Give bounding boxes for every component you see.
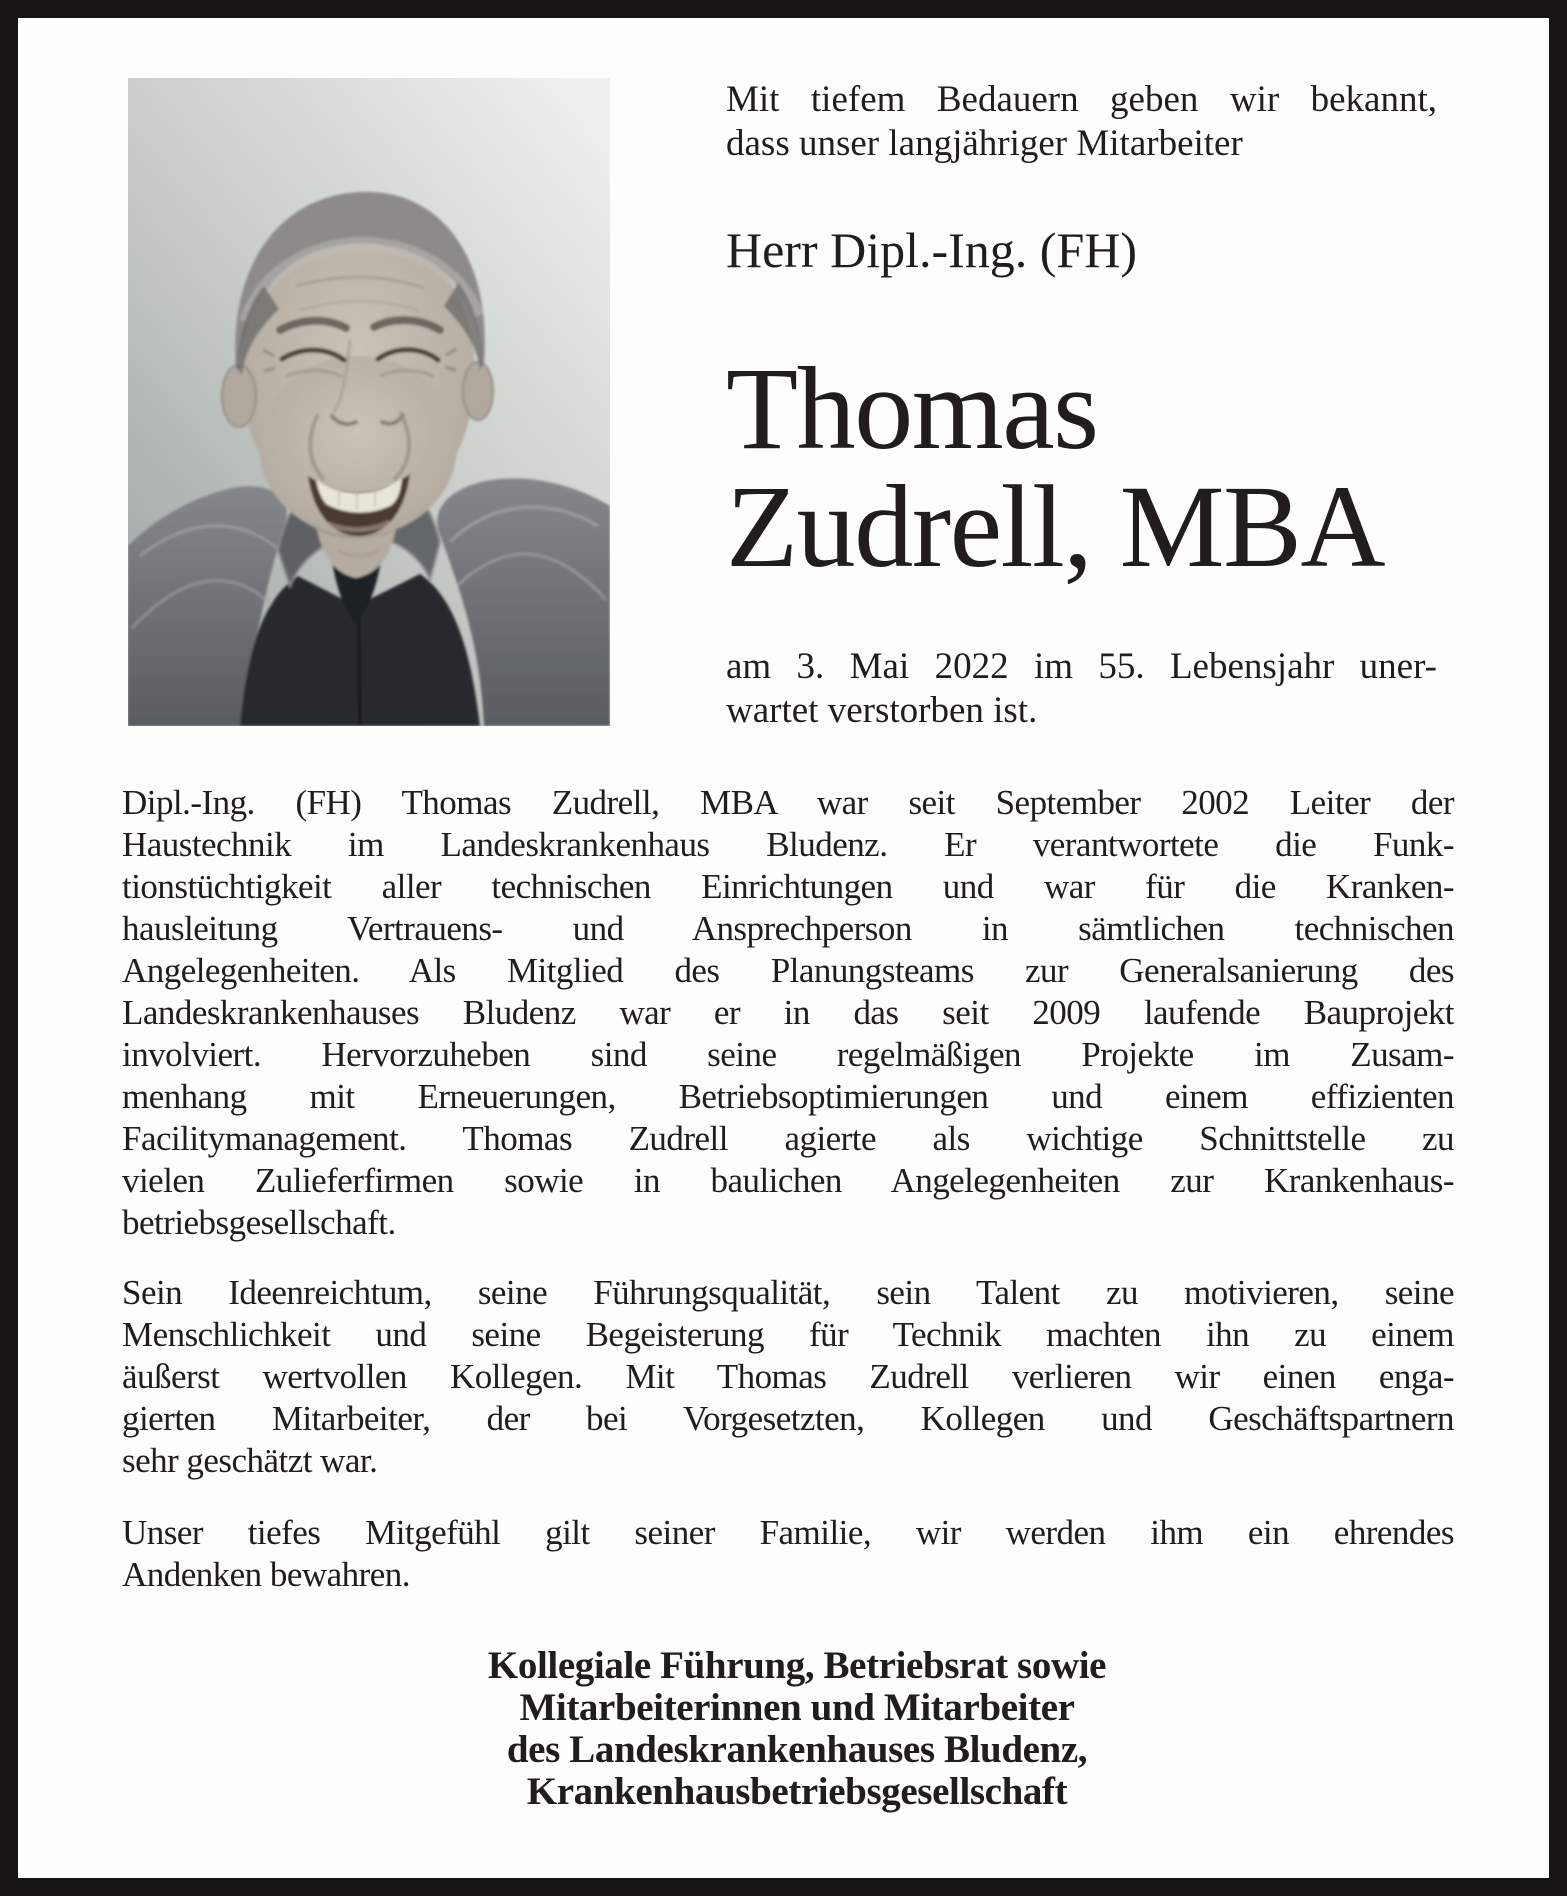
intro-line: Mit tiefem Bedauern geben wir bekannt,	[726, 79, 1437, 120]
body-line: tionstüchtigkeit aller technischen Einrichtungen und war für die Kranken-	[122, 867, 1454, 906]
body-paragraph-3	[122, 1512, 1454, 1596]
body-line: Angelegenheiten. Als Mitglied des Planungsteams zur Generalsanierung des	[122, 951, 1454, 990]
body-line: gierten Mitarbeiter, der bei Vorgesetzten, Kollegen und Geschäftspartnern	[122, 1399, 1454, 1438]
body-paragraph-2	[122, 1272, 1454, 1482]
announcement-intro	[726, 78, 1437, 166]
portrait-photo	[128, 78, 610, 726]
deceased-name	[726, 343, 1437, 592]
body-line: menhang mit Erneuerungen, Betriebsoptimierungen und einem effizienten	[122, 1077, 1454, 1116]
body-line: Menschlichkeit und seine Begeisterung für Technik machten ihn zu einem	[122, 1315, 1454, 1354]
signature-line: Krankenhausbetriebsgesellschaft	[526, 1770, 1068, 1813]
obituary-body	[122, 782, 1454, 1596]
death-note	[726, 645, 1437, 733]
signature-line: Mitarbeiterinnen und Mitarbeiter	[519, 1686, 1075, 1729]
deceased-name-line: Zudrell, MBA	[726, 461, 1385, 592]
body-line: Facilitymanagement. Thomas Zudrell agierte als wichtige Schnittstelle zu	[122, 1119, 1454, 1158]
death-note-line: wartet verstorben ist.	[726, 690, 1038, 731]
salutation: Herr Dipl.-Ing. (FH)	[726, 222, 1138, 278]
intro-line: dass unser langjähriger Mitarbeiter	[726, 123, 1243, 164]
body-line: Dipl.-Ing. (FH) Thomas Zudrell, MBA war seit September 2002 Leiter der	[122, 783, 1454, 822]
signature-line: des Landeskrankenhauses Bludenz,	[506, 1728, 1088, 1771]
body-line: äußerst wertvollen Kollegen. Mit Thomas Zudrell verlieren wir einen enga-	[122, 1357, 1454, 1396]
signature-line: Kollegiale Führung, Betriebsrat sowie	[487, 1644, 1107, 1687]
body-line: hausleitung Vertrauens- und Ansprechperson in sämtlichen technischen	[122, 909, 1454, 948]
body-paragraph-1	[122, 782, 1454, 1244]
portrait-illustration	[128, 78, 610, 726]
body-line: involviert. Hervorzuheben sind seine regelmäßigen Projekte im Zusam-	[122, 1035, 1454, 1074]
body-line: Andenken bewahren.	[122, 1555, 410, 1594]
body-line: betriebsgesellschaft.	[122, 1203, 396, 1242]
body-line: sehr geschätzt war.	[122, 1441, 378, 1480]
signature-block	[122, 1645, 1472, 1813]
body-line: Landeskrankenhauses Bludenz war er in das seit 2009 laufende Bauprojekt	[122, 993, 1454, 1032]
body-line: Unser tiefes Mitgefühl gilt seiner Familie, wir werden ihm ein ehrendes	[122, 1513, 1454, 1552]
death-note-line: am 3. Mai 2022 im 55. Lebensjahr uner-	[726, 646, 1437, 687]
deceased-name-line: Thomas	[726, 343, 1098, 474]
body-line: Sein Ideenreichtum, seine Führungsqualität, sein Talent zu motivieren, seine	[122, 1273, 1454, 1312]
body-line: Haustechnik im Landeskrankenhaus Bludenz. Er verantwortete die Funk-	[122, 825, 1454, 864]
body-line: vielen Zulieferfirmen sowie in baulichen Angelegenheiten zur Krankenhaus-	[122, 1161, 1454, 1200]
